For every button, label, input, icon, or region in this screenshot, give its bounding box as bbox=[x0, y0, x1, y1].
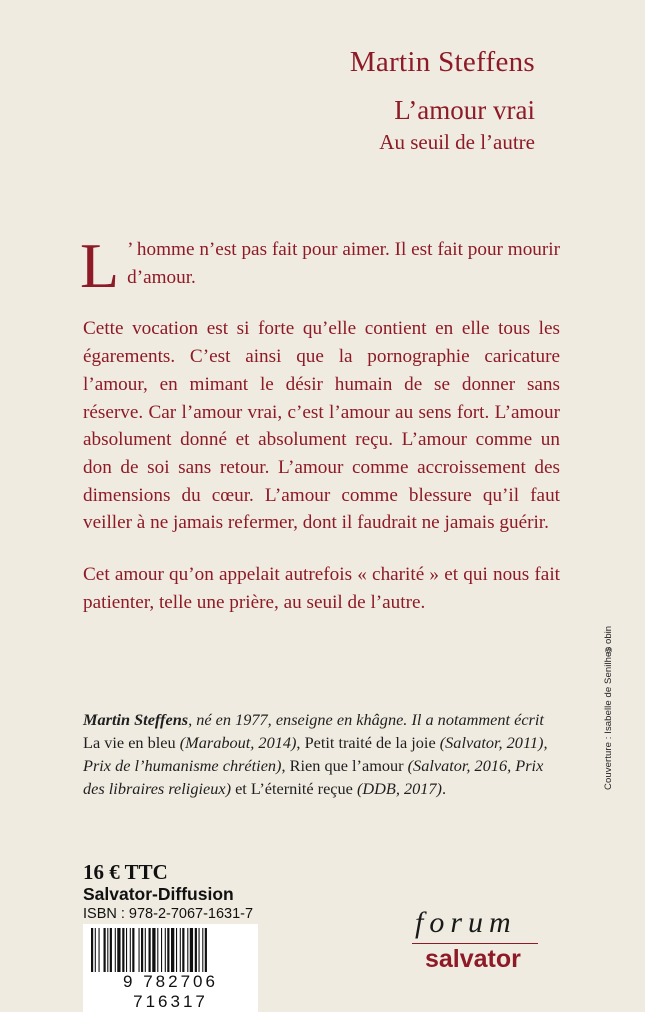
publisher-logo: salvator bbox=[425, 945, 521, 973]
barcode-bar bbox=[91, 928, 93, 974]
blurb-paragraph-1 bbox=[80, 230, 560, 301]
barcode-bar bbox=[145, 928, 146, 974]
barcode-bar bbox=[130, 928, 131, 974]
blurb-paragraph-1-text: ’ homme n’est pas fait pour aimer. Il est fait pour mourir d’amour. bbox=[127, 239, 560, 288]
cover-credit: Couverture : Isabelle de Senilhes bbox=[603, 646, 614, 790]
barcode-bar bbox=[132, 928, 134, 974]
author-name: Martin Steffens bbox=[349, 46, 535, 78]
bio-sep: , bbox=[281, 756, 290, 775]
bio-book-1-pub: (Marabout, 2014) bbox=[175, 733, 297, 752]
publisher-divider bbox=[412, 943, 538, 944]
barcode-digits: 9 782706 716317 bbox=[83, 972, 258, 1012]
barcode-bar bbox=[190, 928, 193, 974]
barcode-bar bbox=[171, 928, 174, 974]
bio-book-2-pub: (Salvator, 2011), Prix de l’humanisme chrétien) bbox=[83, 733, 548, 775]
book-title: L’amour vrai bbox=[394, 95, 535, 125]
distributor: Salvator-Diffusion bbox=[83, 884, 234, 904]
barcode-bar bbox=[107, 928, 108, 974]
price: 16 € TTC bbox=[83, 860, 168, 884]
barcode-bar bbox=[167, 928, 169, 974]
bio-book-4: L’éternité reçue bbox=[250, 779, 353, 798]
bio-book-4-pub: (DDB, 2017) bbox=[352, 779, 442, 798]
barcode-bar bbox=[104, 928, 106, 974]
bio-book-1: La vie en bleu bbox=[83, 733, 176, 752]
blurb bbox=[80, 230, 560, 640]
barcode-bar bbox=[117, 928, 120, 974]
barcode-bar bbox=[180, 928, 181, 974]
isbn: ISBN : 978-2-7067-1631-7 bbox=[83, 906, 254, 922]
dropcap: L bbox=[80, 230, 120, 301]
barcode-bar bbox=[161, 928, 162, 974]
book-subtitle: Au seuil de l’autre bbox=[379, 130, 535, 154]
bio-book-2: Petit traité de la joie bbox=[304, 733, 436, 752]
blurb-paragraph-3: Cet amour qu’on appelait autrefois « charité » et qui nous fait patienter, telle une prière, au seuil de l’autre. bbox=[83, 564, 560, 613]
barcode-bar bbox=[115, 928, 116, 974]
barcode-bar bbox=[126, 928, 127, 974]
barcode-bar bbox=[202, 928, 203, 974]
barcode-bar bbox=[157, 928, 158, 974]
bio-book-3: Rien que l’amour bbox=[289, 756, 404, 775]
barcode-bar bbox=[199, 928, 200, 974]
bio-intro: , né en 1977, enseigne en khâgne. Il a notamment écrit bbox=[188, 710, 544, 729]
barcode-bar bbox=[95, 928, 96, 974]
barcode-bar bbox=[122, 928, 124, 974]
barcode-bar bbox=[205, 928, 207, 974]
barcode-bar bbox=[182, 928, 184, 974]
barcode-bars bbox=[87, 928, 254, 974]
barcode-bar bbox=[187, 928, 188, 974]
barcode-bar bbox=[195, 928, 197, 974]
bio-end: . bbox=[441, 779, 447, 798]
barcode-bar bbox=[152, 928, 155, 974]
barcode-bar bbox=[141, 928, 143, 974]
barcode-bar bbox=[149, 928, 151, 974]
barcode-bar bbox=[139, 928, 140, 974]
bio-sep: , bbox=[296, 733, 305, 752]
barcode bbox=[83, 924, 258, 1011]
barcode-bar bbox=[165, 928, 166, 974]
barcode-bar bbox=[176, 928, 177, 974]
blurb-paragraph-2: Cette vocation est si forte qu’elle contient en elle tous les égarements. C’est ainsi que la pornographie caricature l’amour, en mimant le désir humain de se donner sans réserve. Car l’amour vrai, c’est l’amour au sens fort. L’amour absolument donné et absolument reçu. L’amour comme un don de soi sans retour. L’amour comme accroissement des dimensions du cœur. L’amour comme blessure qu’il faut veiller à ne jamais refermer, dont il faudrait ne jamais guérir. bbox=[83, 318, 560, 534]
barcode-bar bbox=[110, 928, 112, 974]
barcode-bar bbox=[99, 928, 100, 974]
photo-credit: ©obin bbox=[603, 626, 614, 655]
bio-book-3-pub: (Salvator, 2016, Prix des libraires religieux) bbox=[83, 756, 544, 798]
author-bio bbox=[83, 708, 563, 800]
collection-logo: forum bbox=[415, 906, 517, 939]
bio-sep: et bbox=[231, 779, 251, 798]
bio-name: Martin Steffens bbox=[83, 710, 189, 729]
